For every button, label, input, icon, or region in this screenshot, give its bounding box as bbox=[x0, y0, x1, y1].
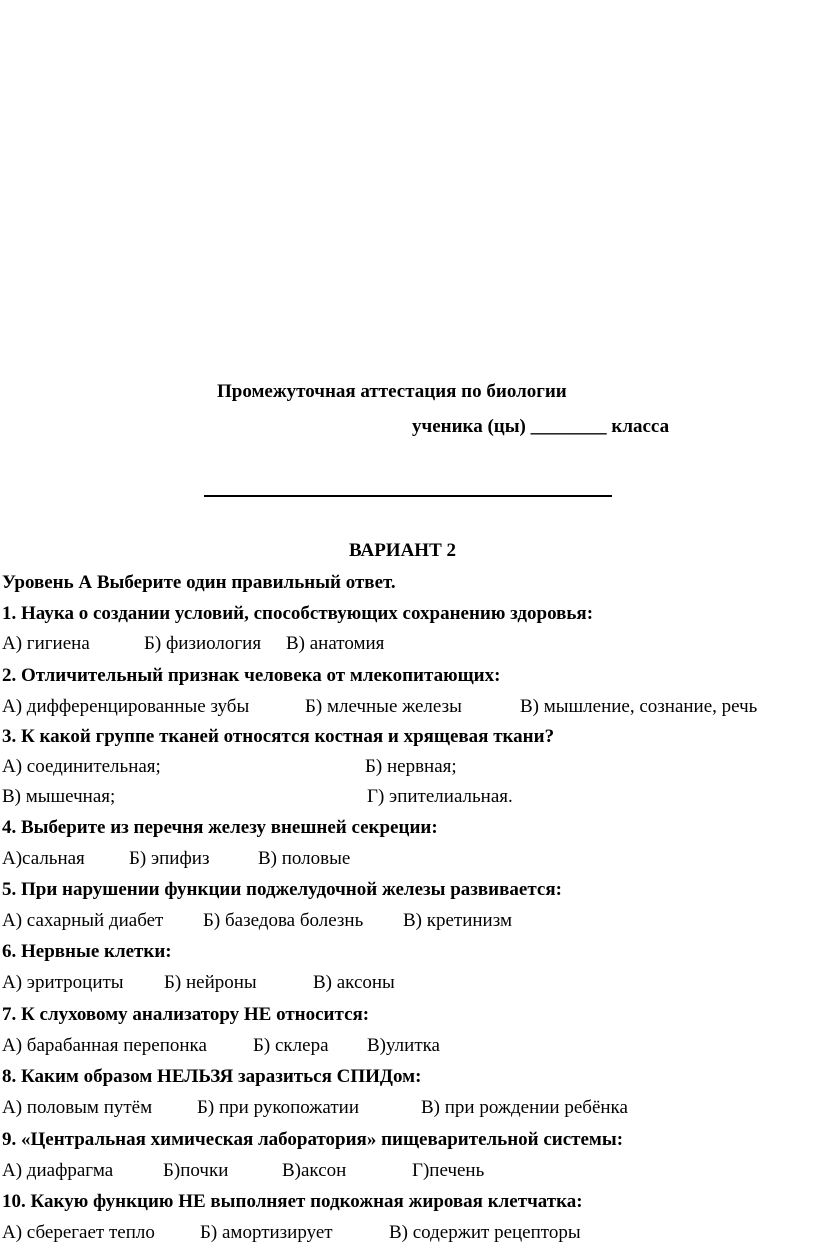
question-4-answer-a: А)сальная bbox=[2, 848, 85, 869]
question-6-answer-a: А) эритроциты bbox=[2, 972, 124, 993]
question-9-answer-b: Б)почки bbox=[163, 1160, 229, 1181]
question-10-answer-b: Б) амортизирует bbox=[200, 1222, 333, 1243]
question-6-answer-b: Б) нейроны bbox=[164, 972, 257, 993]
question-8-answer-v: В) при рождении ребёнка bbox=[421, 1097, 628, 1118]
variant-heading: ВАРИАНТ 2 bbox=[349, 540, 457, 561]
question-6-answer-v: В) аксоны bbox=[313, 972, 395, 993]
question-2: 2. Отличительный признак человека от млекопитающих: bbox=[2, 665, 501, 686]
question-8-answer-b: Б) при рукопожатии bbox=[197, 1097, 359, 1118]
question-7: 7. К слуховому анализатору НЕ относится: bbox=[2, 1004, 370, 1025]
question-10: 10. Какую функцию НЕ выполняет подкожная жировая клетчатка: bbox=[2, 1191, 583, 1212]
question-7-answer-b: Б) склера bbox=[253, 1035, 329, 1056]
question-10-answer-v: В) содержит рецепторы bbox=[389, 1222, 581, 1243]
question-3-answer-g: Г) эпителиальная. bbox=[367, 786, 513, 807]
question-8-answer-a: А) половым путём bbox=[2, 1097, 153, 1118]
question-9-answer-g: Г)печень bbox=[412, 1160, 485, 1181]
question-9: 9. «Центральная химическая лаборатория» пищеварительной системы: bbox=[2, 1129, 624, 1150]
question-1-answer-v: В) анатомия bbox=[286, 633, 385, 654]
question-4: 4. Выберите из перечня железу внешней секреции: bbox=[2, 817, 438, 838]
level-instruction: Уровень А Выберите один правильный ответ. bbox=[2, 572, 396, 593]
question-2-answer-b: Б) млечные железы bbox=[305, 696, 462, 717]
question-5-answer-b: Б) базедова болезнь bbox=[203, 910, 364, 931]
question-2-answer-v: В) мышление, сознание, речь bbox=[520, 696, 758, 717]
question-9-answer-a: А) диафрагма bbox=[2, 1160, 114, 1181]
question-3: 3. К какой группе тканей относятся костная и хрящевая ткани? bbox=[2, 726, 555, 747]
student-class-line: ученика (цы) ________ класса bbox=[412, 416, 670, 437]
question-3-answer-b: Б) нервная; bbox=[365, 756, 457, 777]
question-5: 5. При нарушении функции поджелудочной железы развивается: bbox=[2, 879, 562, 900]
question-2-answer-a: А) дифференцированные зубы bbox=[2, 696, 250, 717]
question-7-answer-v: В)улитка bbox=[367, 1035, 440, 1056]
question-9-answer-v: В)аксон bbox=[282, 1160, 347, 1181]
question-8: 8. Каким образом НЕЛЬЗЯ заразиться СПИДом: bbox=[2, 1066, 422, 1087]
document-title: Промежуточная аттестация по биологии bbox=[217, 381, 567, 402]
question-1-answer-a: А) гигиена bbox=[2, 633, 90, 654]
question-4-answer-b: Б) эпифиз bbox=[129, 848, 210, 869]
question-1-answer-b: Б) физиология bbox=[144, 633, 262, 654]
question-5-answer-v: В) кретинизм bbox=[403, 910, 512, 931]
question-10-answer-a: А) сберегает тепло bbox=[2, 1222, 155, 1243]
question-3-answer-a: А) соединительная; bbox=[2, 756, 161, 777]
question-1: 1. Наука о создании условий, способствующих сохранению здоровья: bbox=[2, 603, 594, 624]
question-7-answer-a: А) барабанная перепонка bbox=[2, 1035, 207, 1056]
name-signature-line bbox=[204, 495, 612, 497]
question-6: 6. Нервные клетки: bbox=[2, 941, 172, 962]
question-5-answer-a: А) сахарный диабет bbox=[2, 910, 164, 931]
question-4-answer-v: В) половые bbox=[258, 848, 351, 869]
question-3-answer-v: В) мышечная; bbox=[2, 786, 116, 807]
